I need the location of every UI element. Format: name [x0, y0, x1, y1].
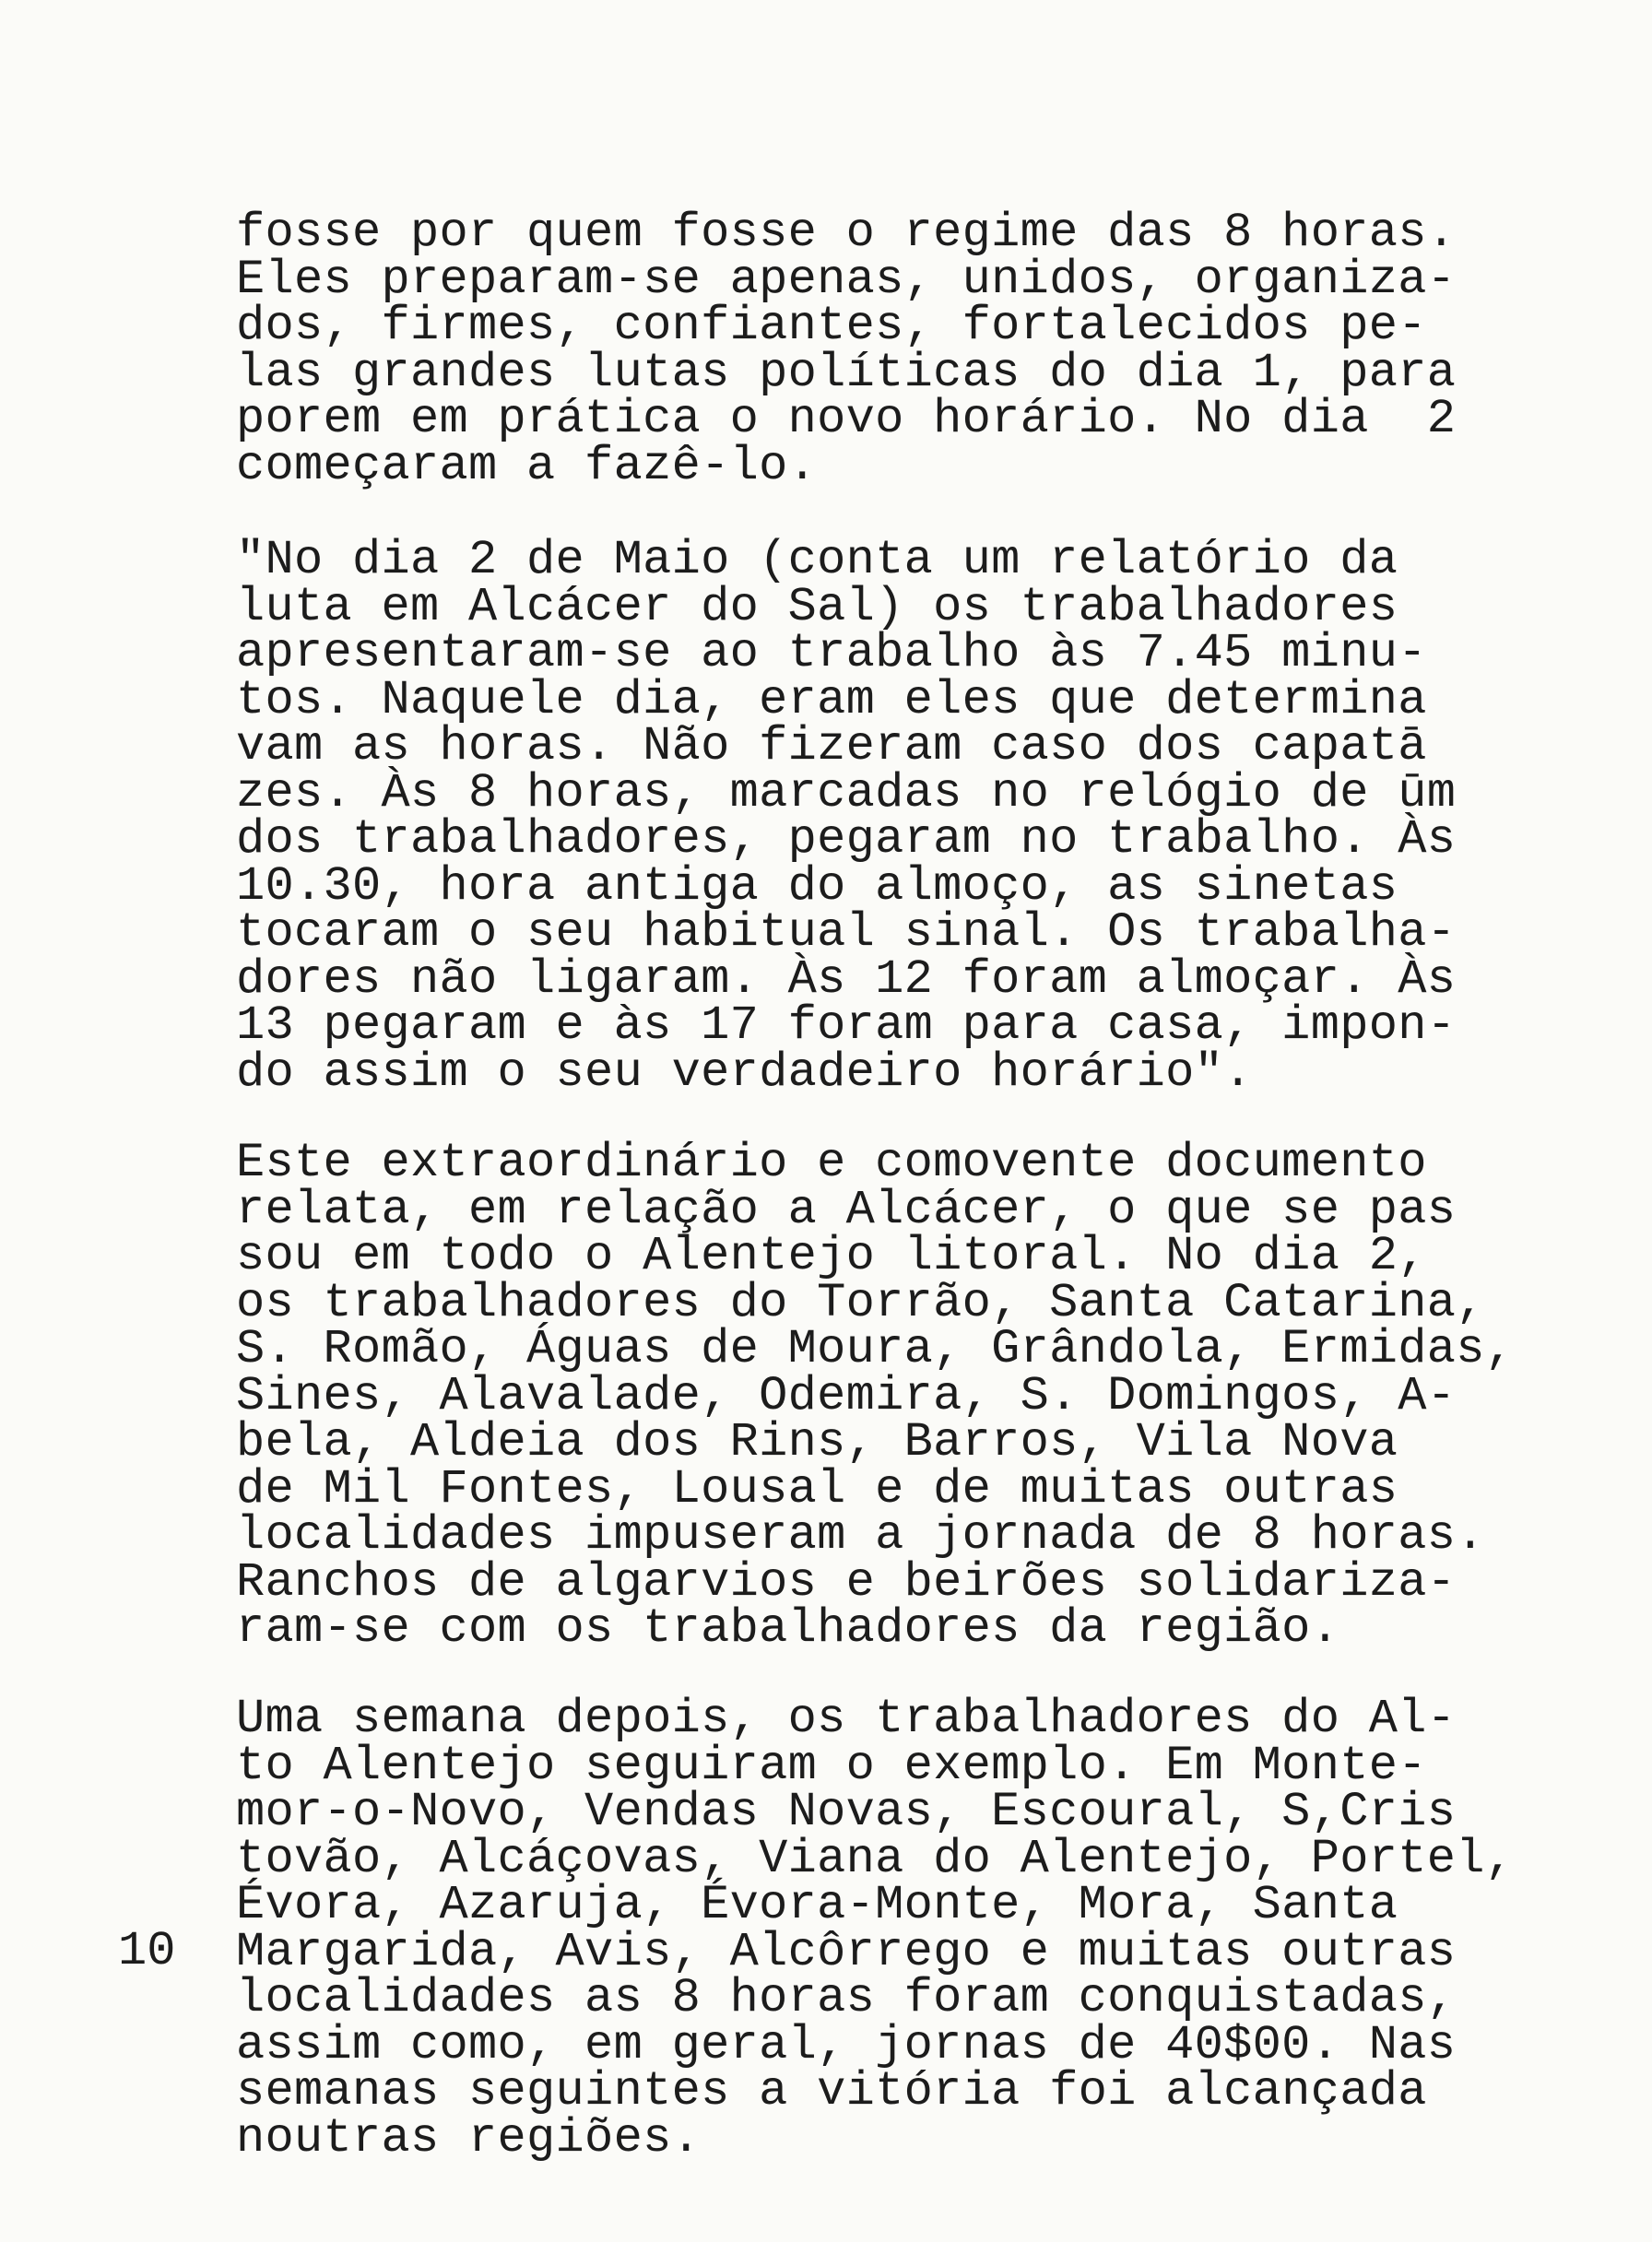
- text-line: os trabalhadores do Torrão, Santa Catarina,: [236, 1275, 1485, 1330]
- text-line: mor-o-Novo, Vendas Novas, Escoural, S,Cris: [236, 1785, 1457, 1839]
- text-line: bela, Aldeia dos Rins, Barros, Vila Nova: [236, 1415, 1398, 1469]
- text-line: porem em prática o novo horário. No dia 2: [236, 392, 1457, 446]
- text-line: Uma semana depois, os trabalhadores do Al-: [236, 1692, 1457, 1746]
- text-line: ram-se com os trabalhadores da região.: [236, 1601, 1340, 1656]
- text-line: to Alentejo seguiram o exemplo. Em Monte-: [236, 1738, 1427, 1793]
- text-line: Margarida, Avis, Alcôrrego e muitas outras: [236, 1924, 1457, 1979]
- paragraph-3: [236, 1136, 1515, 1656]
- text-line: 10.30, hora antiga do almoço, as sinetas: [236, 858, 1398, 914]
- text-line: fosse por quem fosse o regime das 8 horas.: [236, 206, 1457, 260]
- text-line: do assim o seu verdadeiro horário".: [236, 1044, 1253, 1100]
- text-line: semanas seguintes a vitória foi alcançada: [236, 2064, 1427, 2118]
- page-number: 10: [118, 1924, 176, 1978]
- text-line: Este extraordinário e comovente documento: [236, 1136, 1427, 1190]
- paragraph-2: [236, 533, 1457, 1100]
- text-line: "No dia 2 de Maio (conta um relatório da: [236, 533, 1398, 587]
- text-line: começaram a fazê-lo.: [236, 438, 818, 493]
- text-line: tovão, Alcáçovas, Viana do Alentejo, Portel,: [236, 1831, 1515, 1886]
- text-line: dos trabalhadores, pegaram no trabalho. Às: [236, 812, 1457, 867]
- text-line: 13 pegaram e às 17 foram para casa, impon-: [236, 998, 1457, 1053]
- text-line: relata, em relação a Alcácer, o que se pas: [236, 1182, 1457, 1237]
- text-line: luta em Alcácer do Sal) os trabalhadores: [236, 579, 1398, 634]
- text-line: tocaram o seu habitual sinal. Os trabalha-: [236, 905, 1457, 960]
- text-line: Eles preparam-se apenas, unidos, organiza-: [236, 252, 1457, 307]
- text-line: Évora, Azaruja, Évora-Monte, Mora, Santa: [236, 1878, 1398, 1932]
- text-line: assim como, em geral, jornas de 40$00. Nas: [236, 2017, 1457, 2072]
- text-line: las grandes lutas políticas do dia 1, para: [236, 345, 1457, 400]
- text-line: sou em todo o Alentejo litoral. No dia 2,: [236, 1229, 1427, 1283]
- text-line: localidades impuseram a jornada de 8 horas.: [236, 1508, 1485, 1563]
- text-line: zes. Às 8 horas, marcadas no relógio de ūm: [236, 765, 1457, 820]
- text-line: vam as horas. Não fizeram caso dos capatā: [236, 719, 1427, 773]
- text-line: Ranchos de algarvios e beirões solidariza-: [236, 1554, 1457, 1610]
- text-line: de Mil Fontes, Lousal e de muitas outras: [236, 1461, 1398, 1516]
- text-line: dos, firmes, confiantes, fortalecidos pe-: [236, 299, 1427, 353]
- text-line: tos. Naquele dia, eram eles que determina: [236, 672, 1427, 727]
- text-line: Sines, Alavalade, Odemira, S. Domingos, A-: [236, 1368, 1457, 1423]
- paragraph-4: [236, 1692, 1515, 2165]
- paragraph-1: [236, 206, 1457, 493]
- text-line: localidades as 8 horas foram conquistadas,: [236, 1971, 1457, 2025]
- text-line: noutras regiões.: [236, 2110, 702, 2165]
- text-line: dores não ligaram. Às 12 foram almoçar. Às: [236, 951, 1457, 1007]
- text-line: S. Romão, Águas de Moura, Grândola, Ermidas,: [236, 1322, 1515, 1376]
- text-line: apresentaram-se ao trabalho às 7.45 minu-: [236, 626, 1427, 680]
